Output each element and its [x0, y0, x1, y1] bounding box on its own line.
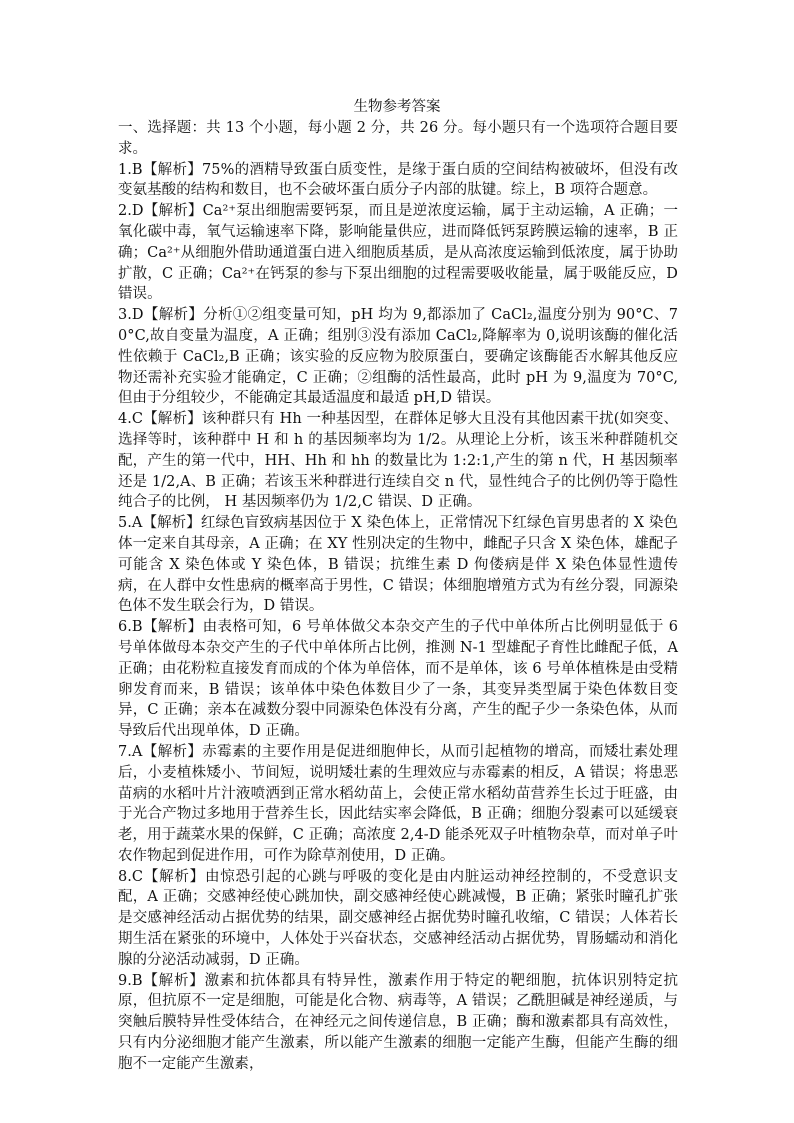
answer-item-4 — [118, 409, 678, 513]
answer-item-2 — [118, 201, 678, 305]
analysis-tag: 【解析】 — [142, 743, 203, 760]
answer-number: 1.B — [118, 161, 143, 178]
answer-number: 6.B — [118, 619, 143, 636]
answer-number: 5.A — [118, 515, 143, 532]
analysis-tag: 【解析】 — [142, 619, 203, 636]
answer-item-9 — [118, 971, 678, 1075]
answer-body — [118, 118, 678, 1075]
analysis-text: 75%的酒精导致蛋白质变性，是缘于蛋白质的空间结构被破坏，但没有改变氨基酸的结构和数目，也不会破坏蛋白质分子内部的肽键。综上，B 项符合题意。 — [118, 161, 678, 199]
answer-number: 2.D — [118, 203, 144, 220]
analysis-tag: 【解析】 — [143, 411, 202, 428]
answer-number: 4.C — [118, 411, 144, 428]
page-title: 生物参考答案 — [353, 99, 441, 115]
analysis-text: 赤霉素的主要作用是促进细胞伸长，从而引起植物的增高，而矮壮素处理后，小麦植株矮小、节间短，说明矮壮素的生理效应与赤霉素的相反，A 错误；将患恶苗病的水稻叶片汁液喷洒到正常水稻幼苗上，会使正常水稻幼苗营养生长过于旺盛，由于光合产物过多地用于营养生长，因此结实率会降低，B 正确；细胞分裂素可以延缓衰老，用于蔬菜水果的保鲜，C 正确；高浓度 2,4-D 能杀死双子叶植物杂草，而对单子叶农作物起到促进作用，可作为除草剂使用，D 正确。 — [118, 743, 678, 864]
answer-item-1 — [118, 160, 678, 202]
answer-number: 9.B — [118, 972, 143, 989]
answer-item-3 — [118, 305, 678, 409]
analysis-tag: 【解析】 — [143, 307, 204, 324]
analysis-tag: 【解析】 — [142, 515, 201, 532]
analysis-tag: 【解析】 — [143, 868, 205, 885]
analysis-tag: 【解析】 — [143, 203, 203, 220]
analysis-text: 由表格可知，6 号单体做父本杂交产生的子代中单体所占比例明显低于 6 号单体做母本杂交产生的子代中单体所占比例，推测 N-1 型雄配子育性比雌配子低，A 正确；由花粉粒直接发育而成的个体为单倍体，而不是单体，该 6 号单体植株是由受精卵发育而来，B 错误；该单体中染色体数目少了一条，其变异类型属于染色体数目变异，C 正确；亲本在减数分裂中同源染色体没有分离，产生的配子少一条染色体，从而导致后代出现单体，D 正确。 — [118, 619, 678, 740]
analysis-tag: 【解析】 — [142, 972, 205, 989]
answer-item-6 — [118, 617, 678, 742]
answer-item-8 — [118, 867, 678, 971]
analysis-text: 激素和抗体都具有特异性，激素作用于特定的靶细胞，抗体识别特定抗原，但抗原不一定是细胞，可能是化合物、病毒等，A 错误；乙酰胆碱是神经递质，与突触后膜特异性受体结合，在神经元之间传递信息，B 正确；酶和激素都具有高效性，只有内分泌细胞才能产生激素，所以能产生激素的细胞一定能产生酶，但能产生酶的细胞不一定能产生激素， — [118, 972, 679, 1072]
answer-number: 8.C — [118, 868, 144, 885]
answer-number: 3.D — [118, 307, 144, 324]
analysis-text: Ca²⁺泵出细胞需要钙泵，而且是逆浓度运输，属于主动运输，A 正确；一氧化碳中毒，氧气运输速率下降，影响能量供应，进而降低钙泵跨膜运输的速率，B 正确；Ca²⁺从细胞外借助通道蛋白进入细胞质基质，是从高浓度运输到低浓度，属于协助扩散，C 正确；Ca²⁺在钙泵的参与下泵出细胞的过程需要吸收能量，属于吸能反应，D 错误。 — [118, 203, 678, 303]
answer-item-5 — [118, 513, 678, 617]
analysis-text: 该种群只有 Hh 一种基因型，在群体足够大且没有其他因素干扰(如突变、选择等时，该种群中 H 和 h 的基因频率均为 1/2。从理论上分析，该玉米种群随机交配，产生的第一代中，HH、Hh 和 hh 的数量比为 1:2:1,产生的第 n 代，H 基因频率还是 1/2,A、B 正确；若该玉米种群进行连续自交 n 代，显性纯合子的比例仍等于隐性纯合子的比例， H 基因频率仍为 1/2,C 错误、D 正确。 — [118, 411, 679, 511]
analysis-text: 由惊恐引起的心跳与呼吸的变化是由内脏运动神经控制的，不受意识支配，A 正确；交感神经使心跳加快，副交感神经使心跳减慢，B 正确；紧张时瞳孔扩张是交感神经活动占据优势的结果，副交感神经占据优势时瞳孔收缩，C 错误；人体若长期生活在紧张的环境中，人体处于兴奋状态，交感神经活动占据优势，胃肠蠕动和消化腺的分泌活动减弱，D 正确。 — [118, 868, 679, 968]
analysis-text: 红绿色盲致病基因位于 X 染色体上，正常情况下红绿色盲男患者的 X 染色体一定来自其母亲，A 正确；在 XY 性别决定的生物中，雌配子只含 X 染色体，雄配子可能含 X 染色体或 Y 染色体，B 错误；抗维生素 D 佝偻病是伴 X 染色体显性遗传病，在人群中女性患病的概率高于男性，C 错误；体细胞增殖方式为有丝分裂，同源染色体不发生联会行为，D 错误。 — [118, 515, 678, 615]
analysis-tag: 【解析】 — [142, 161, 203, 178]
answer-item-7 — [118, 742, 678, 867]
section-heading: 一、选择题：共 13 个小题，每小题 2 分，共 26 分。每小题只有一个选项符合题目要求。 — [118, 120, 678, 157]
answer-number: 7.A — [118, 743, 143, 760]
analysis-text: 分析①②组变量可知，pH 均为 9,都添加了 CaCl₂,温度分别为 90°C、70°C,故自变量为温度，A 正确；组别③没有添加 CaCl₂,降解率为 0,说明该酶的催化活性依赖于 CaCl₂,B 正确；该实验的反应物为胶原蛋白，要确定该酶能否水解其他反应物还需补充实验才能确定，C 正确；②组酶的活性最高，此时 pH 为 9,温度为 70°C,但由于分组较少，不能确定其最适温度和最适 pH,D 错误。 — [118, 307, 678, 407]
